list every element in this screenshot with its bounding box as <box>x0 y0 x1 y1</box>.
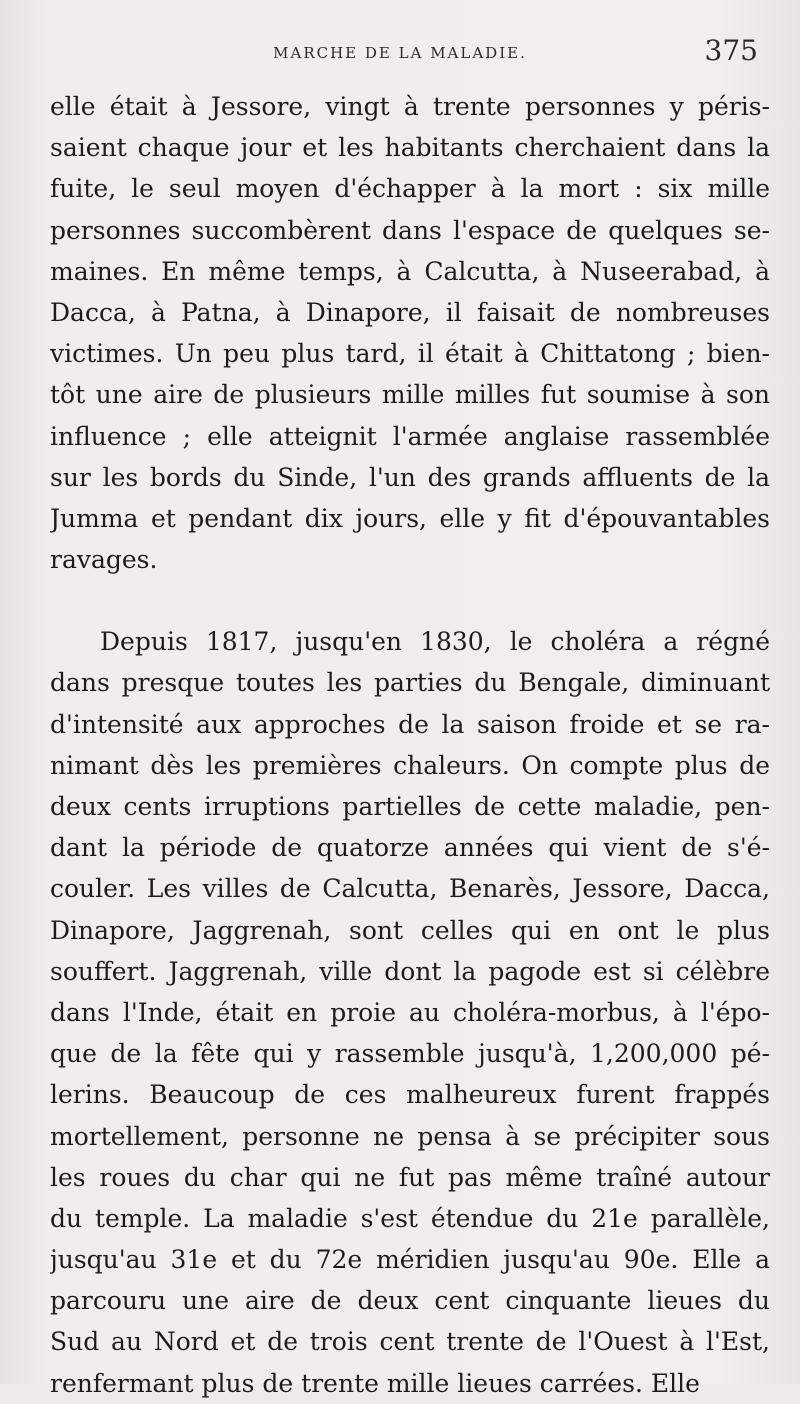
text-line: Sud au Nord et de trois cent trente de l'Ouest à l'Est, <box>50 1327 770 1357</box>
text-line: ravages. <box>50 545 158 575</box>
text-line: jusqu'au 31e et du 72e méridien jusqu'au 90e. Elle a <box>50 1245 770 1275</box>
text-line: fuite, le seul moyen d'échapper à la mort : six mille <box>50 174 770 204</box>
text-line: sur les bords du Sinde, l'un des grands affluents de la <box>50 462 770 492</box>
text-line: souffert. Jaggrenah, ville dont la pagode est si célèbre <box>50 956 770 986</box>
text-line: dant la période de quatorze années qui vient de s'é- <box>50 833 770 863</box>
text-line: dans presque toutes les parties du Bengale, diminuant <box>50 668 770 698</box>
paragraph-gap <box>50 580 770 621</box>
text-line: parcouru une aire de deux cent cinquante lieues du <box>50 1286 770 1316</box>
text-line: saient chaque jour et les habitants cherchaient dans la <box>50 133 770 163</box>
text-line: deux cents irruptions partielles de cette maladie, pen- <box>50 792 770 821</box>
page-number: 375 <box>704 34 758 67</box>
text-line: mortellement, personne ne pensa à se précipiter sous <box>50 1121 770 1151</box>
text-line: victimes. Un peu plus tard, il était à Chittatong ; bien- <box>50 339 770 369</box>
text-line: elle était à Jessore, vingt à trente personnes y péris- <box>50 92 770 121</box>
body-text <box>50 86 770 1404</box>
running-head: MARCHE DE LA MALADIE. <box>273 44 527 62</box>
text-line: Dinapore, Jaggrenah, sont celles qui en ont le plus <box>50 915 770 945</box>
text-line: d'intensité aux approches de la saison froide et se ra- <box>50 709 770 739</box>
text-line: influence ; elle atteignit l'armée anglaise rassemblée <box>50 421 770 451</box>
text-line: tôt une aire de plusieurs mille milles fut soumise à son <box>50 380 770 410</box>
paragraph <box>50 621 770 1404</box>
text-line: Dacca, à Patna, à Dinapore, il faisait de nombreuses <box>50 297 770 327</box>
text-line: dans l'Inde, était en proie au choléra-morbus, à l'épo- <box>50 997 770 1027</box>
text-line: renfermant plus de trente mille lieues carrées. Elle <box>50 1368 700 1398</box>
text-line: les roues du char qui ne fut pas même traîné autour <box>50 1162 770 1192</box>
text-line: Jumma et pendant dix jours, elle y fit d'épouvantables <box>50 503 770 533</box>
paragraph <box>50 86 770 580</box>
text-line: personnes succombèrent dans l'espace de quelques se- <box>50 215 770 245</box>
text-line: maines. En même temps, à Calcutta, à Nuseerabad, à <box>50 256 770 286</box>
text-line: que de la fête qui y rassemble jusqu'à, 1,200,000 pé- <box>50 1039 770 1069</box>
page-header <box>0 30 800 70</box>
text-line: Depuis 1817, jusqu'en 1830, le choléra a régné <box>100 627 770 657</box>
text-line: couler. Les villes de Calcutta, Benarès, Jessore, Dacca, <box>50 874 770 904</box>
text-line: lerins. Beaucoup de ces malheureux furent frappés <box>50 1080 770 1110</box>
text-line: nimant dès les premières chaleurs. On compte plus de <box>50 750 770 780</box>
text-line: du temple. La maladie s'est étendue du 21e parallèle, <box>50 1203 770 1233</box>
